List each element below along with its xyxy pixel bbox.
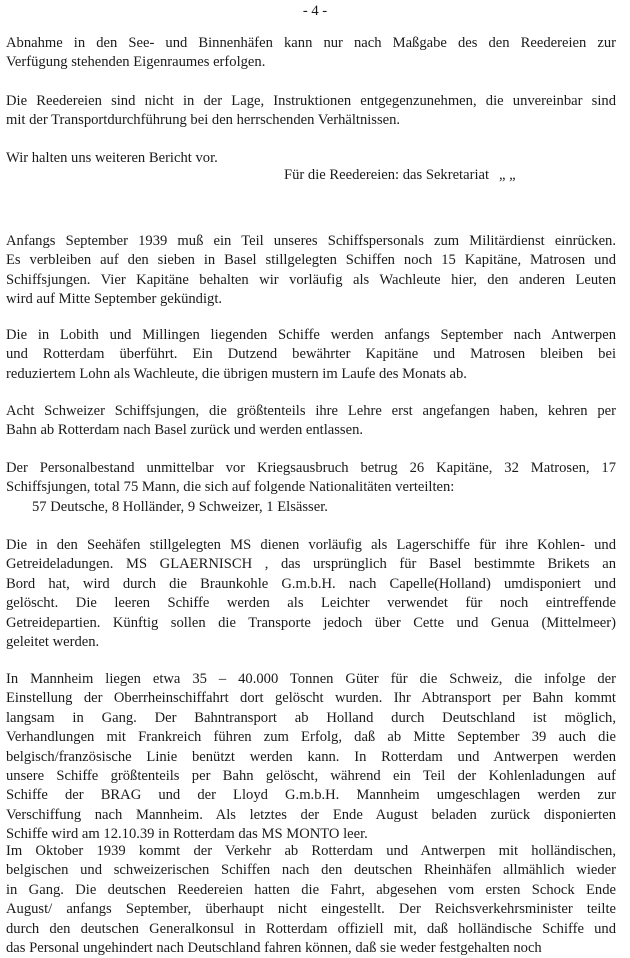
text-line: Wir halten uns weiteren Bericht vor. (6, 150, 218, 166)
signature-text: Für die Reedereien: das Sekretariat (284, 167, 490, 183)
text-line: mit der Transportdurchführung bei den herrschenden Verhältnissen. (6, 112, 401, 129)
paragraph-2 (6, 92, 616, 131)
text-line: Der Personalbestand unmittelbar vor Kriegsausbruch betrug 26 Kapitäne, 32 Matrosen, 17 (6, 460, 616, 476)
text-line: Getreideladungen. MS GLAERNISCH , das ursprünglich für Basel bestimmte Brikets an (6, 556, 616, 573)
text-line: Schiffsjungen, total 75 Mann, die sich auf folgende Nationalitäten verteilten: (6, 479, 455, 496)
paragraph-6 (6, 402, 616, 441)
text-line: Schiffe wird am 12.10.39 in Rotterdam das MS MONTO leer. (6, 826, 368, 843)
signature-line (284, 166, 516, 185)
text-line: Verfügung stehenden Eigenraumes erfolgen. (6, 54, 266, 71)
signature-marks: „ „ (499, 167, 516, 183)
text-line: das Personal ungehindert nach Deutschland fahren können, daß sie weder festgehalten noch (6, 940, 542, 957)
text-line: Schiffe der BRAG und der Lloyd G.m.b.H. Mannheim umgeschlagen werden zur (6, 787, 616, 804)
text-line: Verhandlungen mit Frankreich führen zum Erfolg, daß ab Mitte September 39 auch die (6, 729, 616, 746)
text-line: unsere Schiffe größtenteils per Bahn gelöscht, während ein Teil der Kohlenladungen auf (6, 768, 616, 785)
text-line: geleitet werden. (6, 634, 100, 651)
paragraph-8 (6, 536, 616, 652)
paragraph-10 (6, 842, 616, 958)
text-line: Anfangs September 1939 muß ein Teil unseres Schiffspersonals zum Militärdienst einrücken. (6, 233, 616, 249)
text-line: gelöscht. Die leeren Schiffe werden als Leichter verwendet für noch eintreffende (6, 595, 616, 612)
text-line: Die in den Seehäfen stillgelegten MS dienen vorläufig als Lagerschiffe für ihre Kohlen- und (6, 537, 616, 553)
text-line: Die Reedereien sind nicht in der Lage, Instruktionen entgegenzunehmen, die unvereinbar sind (6, 93, 616, 109)
text-line: Getreidepartien. Künftig sollen die Transporte jedoch über Cette und Genua (Mittelmeer) (6, 614, 616, 631)
text-line: 57 Deutsche, 8 Holländer, 9 Schweizer, 1 Elsässer. (32, 498, 328, 515)
page-number: - 4 - (302, 3, 328, 19)
text-line: Abnahme in den See- und Binnenhäfen kann nur nach Maßgabe des den Reedereien zur (6, 35, 616, 51)
text-line: langsam in Gang. Der Bahntransport ab Holland durch Deutschland ist möglich, (6, 709, 616, 726)
paragraph-1 (6, 34, 616, 73)
text-line: in Gang. Die deutschen Reedereien hatten die Fahrt, abgesehen vom ersten Schock Ende (6, 881, 616, 898)
text-line: Es verbleiben auf den sieben in Basel stillgelegten Schiffen noch 15 Kapitäne, Matrosen und (6, 252, 616, 269)
text-line: Schiffsjungen. Vier Kapitäne behalten wir vorläufig als Wachleute hier, den anderen Leuten (6, 271, 616, 288)
text-line: Im Oktober 1939 kommt der Verkehr ab Rotterdam und Antwerpen mit holländischen, (6, 843, 616, 859)
text-line: Bord hat, wird durch die Braunkohle G.m.b.H. nach Capelle(Holland) umdisponiert und (6, 575, 616, 592)
paragraph-7 (6, 459, 616, 517)
text-line: Einstellung der Oberrheinschiffahrt dort gelöscht wurden. Ihr Abtransport per Bahn kommt (6, 690, 616, 707)
paragraph-5 (6, 326, 616, 384)
text-line: wird auf Mitte September gekündigt. (6, 291, 223, 308)
paragraph-4 (6, 232, 616, 310)
text-line: belgisch/französische Linie benützt werden kann. In Rotterdam und Antwerpen werden (6, 748, 616, 765)
text-line: In Mannheim liegen etwa 35 – 40.000 Tonnen Güter für die Schweiz, die infolge der (6, 671, 616, 687)
text-line: Acht Schweizer Schiffsjungen, die größtenteils ihre Lehre erst angefangen haben, kehren per (6, 403, 616, 419)
text-line: Bahn ab Rotterdam nach Basel zurück und werden entlassen. (6, 422, 364, 439)
text-line: reduziertem Lohn als Wachleute, die übrigen mustern im Laufe des Monats ab. (6, 365, 467, 382)
text-line: Die in Lobith und Millingen liegenden Schiffe werden anfangs September nach Antwerpen (6, 327, 616, 343)
text-line: August/ anfangs September, überhaupt nicht eingestellt. Der Reichsverkehrsminister teilte (6, 901, 616, 918)
paragraph-9 (6, 670, 616, 845)
text-line: Verschiffung nach Mannheim. Als letztes der Ende August beladen zurück disponierten (6, 806, 616, 823)
text-line: belgischen und schweizerischen Schiffen nach den deutschen Rheinhäfen allmählich wieder (6, 862, 616, 879)
text-line: und Rotterdam überführt. Ein Dutzend bewährter Kapitäne und Matrosen bleiben bei (6, 346, 616, 363)
text-line: durch den deutschen Generalkonsul in Rotterdam offiziell mit, daß holländische Schiffe und (6, 920, 616, 937)
